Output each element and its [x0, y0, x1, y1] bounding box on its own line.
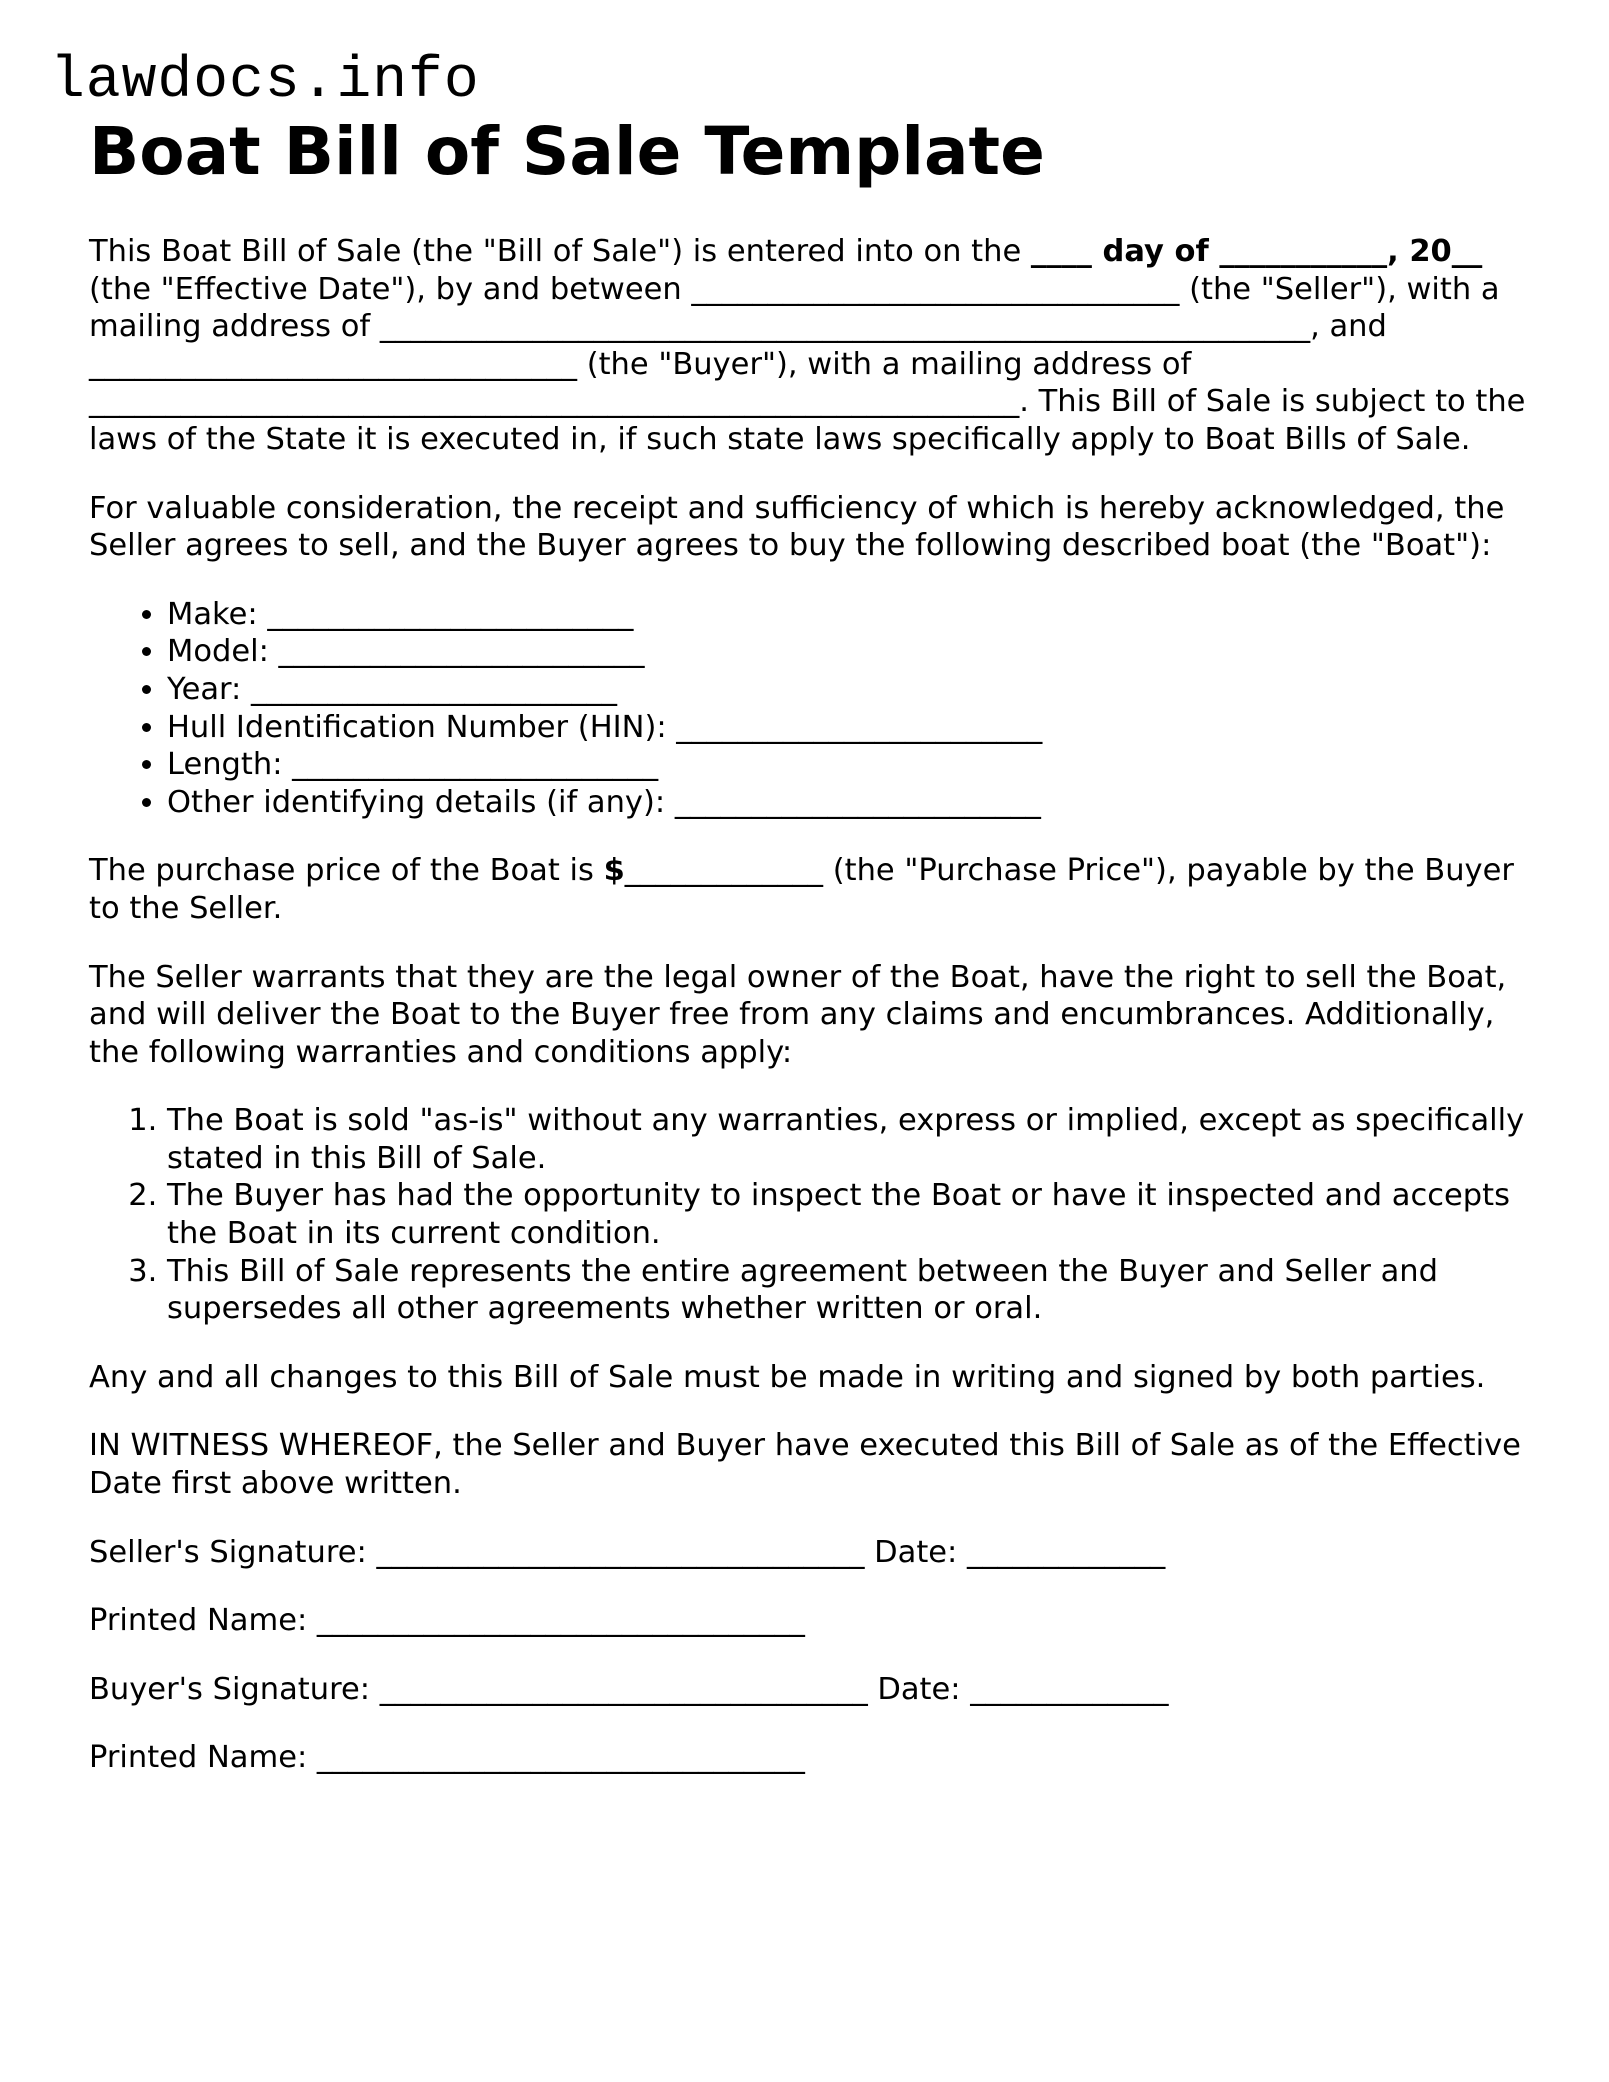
condition-item-3: 3. This Bill of Sale represents the entire agreement between the Buyer and Seller and supersedes all other agreements whether written or oral. [167, 1253, 1529, 1328]
list-item-make: • Make: ________________________ [167, 596, 1529, 634]
list-item-year: • Year: ________________________ [167, 671, 1529, 709]
purchase-price-paragraph [89, 852, 1529, 927]
boat-details-list [89, 596, 1529, 822]
intro-text-1: This Boat Bill of Sale (the "Bill of Sale") is entered into on the [89, 234, 1031, 269]
intro-paragraph [89, 233, 1529, 459]
consideration-paragraph: For valuable consideration, the receipt and sufficiency of which is hereby acknowledged, the Seller agrees to sell, and the Buyer agrees to buy the following described boat (the "Boat"): [89, 490, 1505, 564]
dollar-sign: $ [603, 853, 625, 889]
condition-item-2: 2. The Buyer has had the opportunity to inspect the Boat or have it inspected and accepts the Boat in its current condition. [167, 1177, 1529, 1252]
buyer-signature-line: Buyer's Signature: ________________________________ Date: _____________ [89, 1671, 1169, 1707]
list-item-length: • Length: ________________________ [167, 746, 1529, 784]
warranty-paragraph: The Seller warrants that they are the legal owner of the Boat, have the right to sell the Boat, and will deliver the Boat to the Buyer free from any claims and encumbrances. Additionally, the following warranties and conditions apply: [89, 959, 1507, 1070]
intro-text-2: (the "Effective Date"), by and between ________________________________ (the "Seller"), with a mailing address of _____________________________________________________________, and ________________________________ (the "Buyer"), with a mailing address of _____________________________________________________________. This Bill of Sale is subject to the laws of the State it is executed in, if such state laws specifically apply to Boat Bills of Sale. [89, 271, 1526, 457]
changes-paragraph: Any and all changes to this Bill of Sale must be made in writing and signed by both parties. [89, 1359, 1486, 1395]
document-title: Boat Bill of Sale Template [89, 113, 1045, 190]
seller-signature-line: Seller's Signature: ________________________________ Date: _____________ [89, 1534, 1166, 1570]
condition-item-1: 1. The Boat is sold "as-is" without any warranties, express or implied, except as specifically stated in this Bill of Sale. [167, 1102, 1529, 1177]
witness-paragraph: IN WITNESS WHEREOF, the Seller and Buyer have executed this Bill of Sale as of the Effective Date first above written. [89, 1428, 1521, 1502]
list-item-other-details: • Other identifying details (if any): ________________________ [167, 784, 1529, 822]
price-text-2: _____________ (the "Purchase Price"), payable by the Buyer to the Seller. [89, 853, 1514, 926]
conditions-list [89, 1102, 1529, 1328]
list-item-model: • Model: ________________________ [167, 633, 1529, 671]
site-logo-text: lawdocs.info [50, 49, 480, 114]
intro-date-blank: ____ day of ___________, 20__ [1030, 234, 1483, 269]
document-body [89, 112, 1529, 1808]
list-item-hin: • Hull Identification Number (HIN): ________________________ [167, 709, 1529, 747]
price-text-1: The purchase price of the Boat is [89, 853, 604, 889]
buyer-printed-name-line: Printed Name: ________________________________ [89, 1740, 805, 1776]
seller-printed-name-line: Printed Name: ________________________________ [89, 1603, 805, 1639]
